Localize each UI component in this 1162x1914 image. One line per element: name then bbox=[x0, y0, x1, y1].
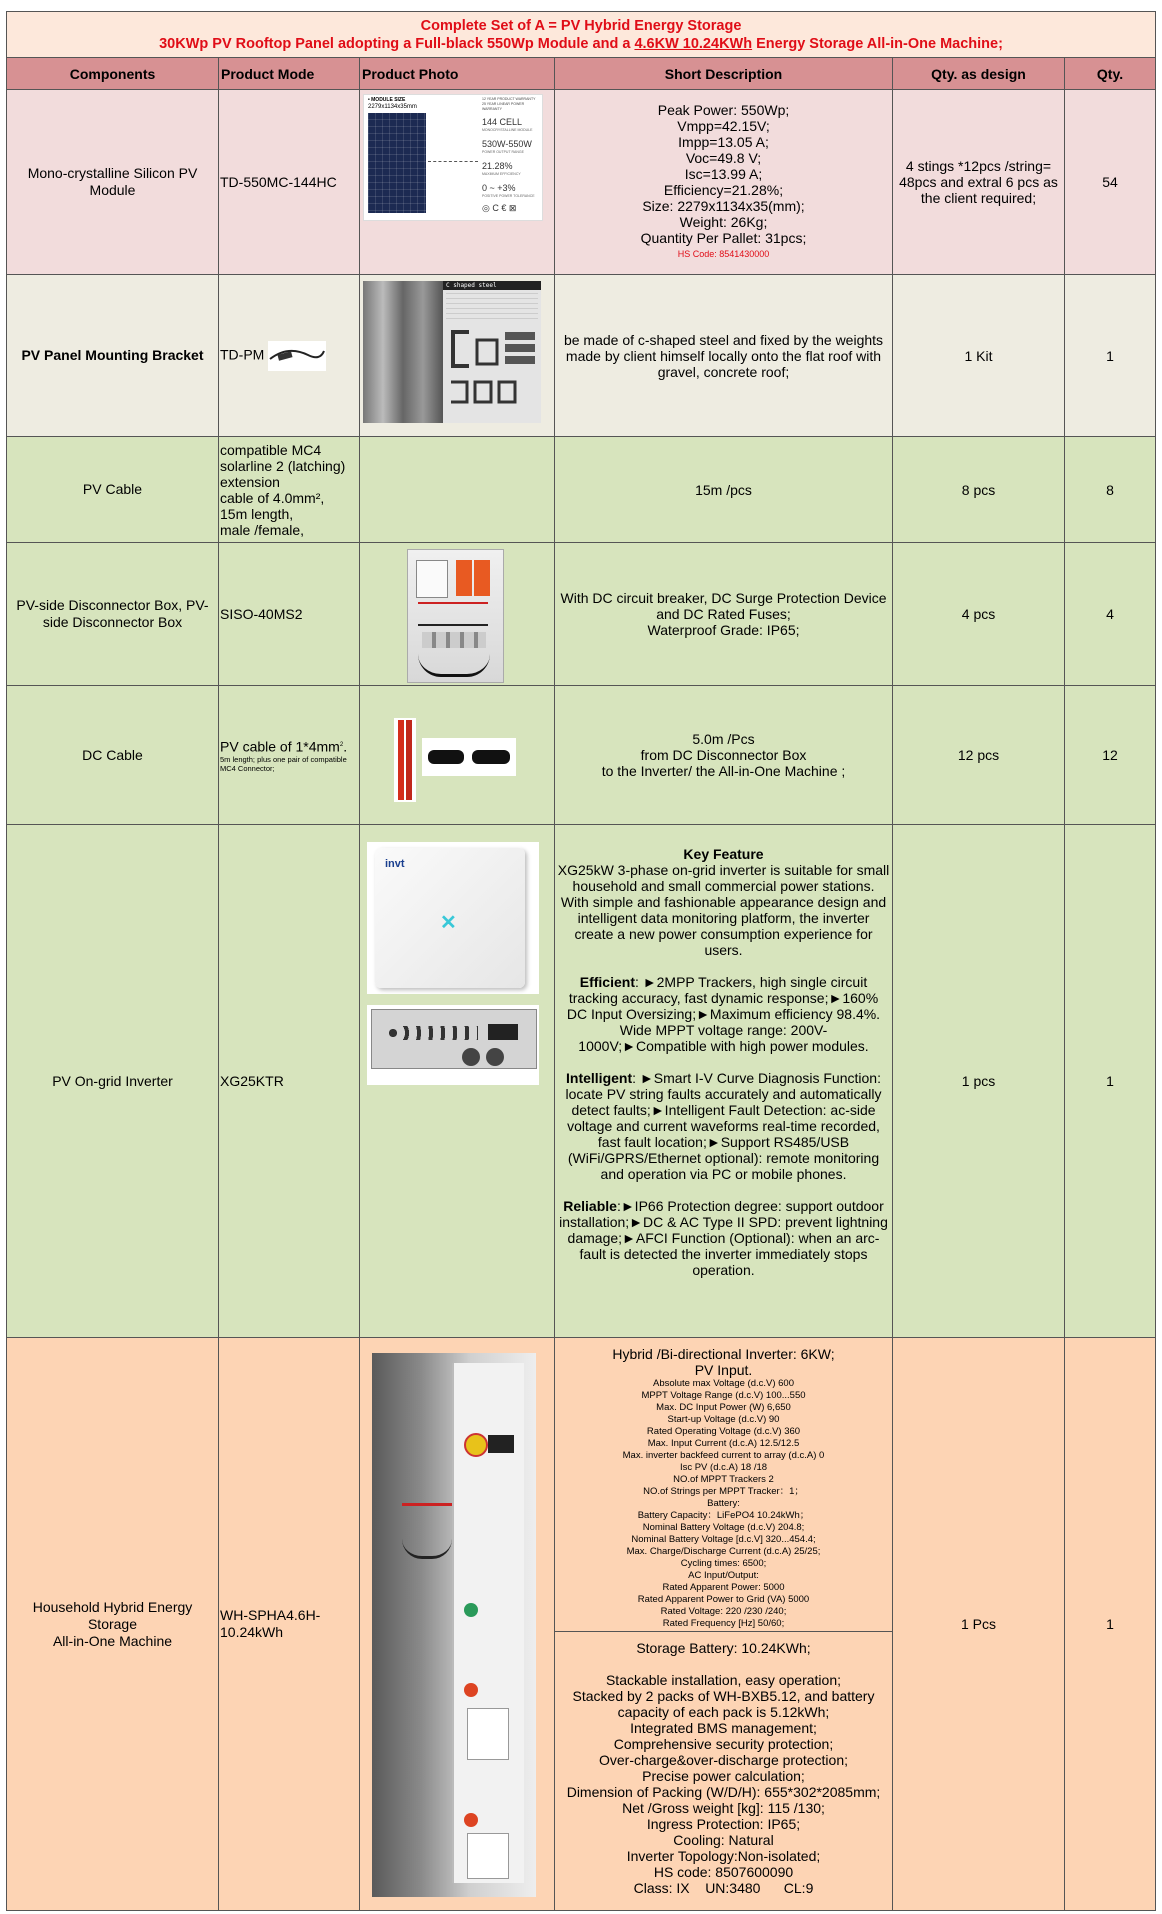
header-row bbox=[7, 58, 1156, 90]
cable-roll-image bbox=[394, 718, 416, 802]
model-pv-cable: compatible MC4 solarline 2 (latching) extension cable of 4.0mm², 15m length, male /female, bbox=[219, 437, 360, 543]
photo-bracket bbox=[360, 275, 555, 437]
title-line-2-a: 30KWp PV Rooftop Panel adopting a Full-black 550Wp Module and a bbox=[159, 35, 635, 52]
qty-design-bracket: 1 Kit bbox=[893, 275, 1065, 437]
table-row bbox=[7, 275, 1156, 437]
header-qty-as-design: Qty. as design bbox=[893, 58, 1065, 90]
components-table bbox=[6, 11, 1156, 1911]
photo-disconnector bbox=[360, 543, 555, 686]
table-row bbox=[7, 437, 1156, 543]
header-product-mode: Product Mode bbox=[219, 58, 360, 90]
red-cable bbox=[406, 720, 412, 800]
qty-design-hybrid: 1 Pcs bbox=[893, 1338, 1065, 1911]
invt-logo: invt bbox=[385, 858, 405, 870]
qty-inverter: 1 bbox=[1065, 825, 1156, 1338]
key-feature-title: Key Feature bbox=[683, 846, 764, 862]
reliable-block: Reliable:►IP66 Protection degree: support outdoor installation;►DC & AC Type II SPD: prevent lightning damage;►AFCI Function (Optional): when an arc-fault is detected the inverter immediately stops operation. bbox=[559, 1198, 888, 1278]
qty-design-pv-cable: 8 pcs bbox=[893, 437, 1065, 543]
table-row bbox=[7, 825, 1156, 1338]
solar-panel-graphic bbox=[368, 113, 426, 213]
component-bracket: PV Panel Mounting Bracket bbox=[7, 275, 219, 437]
photo-hybrid bbox=[360, 1338, 555, 1911]
pv-photo-eff-sub: MAXIMUM EFFICIENCY bbox=[482, 172, 521, 176]
red-cable bbox=[398, 720, 404, 800]
component-inverter: PV On-grid Inverter bbox=[7, 825, 219, 1338]
inverter-bottom-image bbox=[367, 1005, 539, 1085]
pv-input-title: PV Input. bbox=[694, 1362, 753, 1378]
header-components: Components bbox=[7, 58, 219, 90]
qty-design-pv-module: 4 stings *12pcs /string= 48pcs and extral 6 pcs as the client required; bbox=[893, 90, 1065, 275]
terminal bbox=[464, 1683, 478, 1697]
cable-connector-icon bbox=[268, 341, 326, 371]
desc-inverter bbox=[555, 825, 893, 1338]
c-steel-title: C shaped steel bbox=[443, 281, 541, 290]
photo-pv-module bbox=[360, 90, 555, 275]
qty-design-inverter: 1 pcs bbox=[893, 825, 1065, 1338]
mc4-connector-female bbox=[472, 750, 510, 764]
table-row bbox=[7, 686, 1156, 825]
mc4-connectors-image bbox=[422, 738, 516, 776]
pv-photo-warranty: 12 YEAR PRODUCT WARRANTY 25 YEAR LINEAR POWER WARRANTY bbox=[482, 97, 536, 111]
model-bracket-text: TD-PM bbox=[220, 346, 265, 363]
model-dc-cable-sup: 2 bbox=[339, 741, 344, 748]
model-hybrid: WH-SPHA4.6H- 10.24kWh bbox=[219, 1338, 360, 1911]
cable-glands bbox=[422, 632, 486, 648]
qty-hybrid: 1 bbox=[1065, 1338, 1156, 1911]
desc-disconnector: With DC circuit breaker, DC Surge Protection Device and DC Rated Fuses; Waterproof Grade: IP65; bbox=[555, 543, 893, 686]
cables bbox=[402, 1503, 452, 1559]
photo-pv-cable bbox=[360, 437, 555, 543]
wiring bbox=[418, 602, 488, 626]
storage-battery-spec: Storage Battery: 10.24KWh; Stackable installation, easy operation; Stacked by 2 packs of WH-BXB5.12, and battery capacity of each pack is 5.12kWh; Integrated BMS management; Comprehensive security protection; Over-charge&over-discharge protection; Precise power calculation; Dimension of Packing (W/D/H): 655*302*2085mm; Net /Gross weight [kg]: 115 /130; Ingress Protection: IP65; Cooling: Natural Inverter Topology:Non-isolated; HS code: 8507600090 Class: IX UN:3480 CL:9 bbox=[555, 1632, 892, 1903]
qty-pv-module: 54 bbox=[1065, 90, 1156, 275]
header-short-description: Short Description bbox=[555, 58, 893, 90]
inverter-housing bbox=[375, 848, 525, 988]
pv-photo-tol: 0 ~ +3% bbox=[482, 183, 516, 193]
battery-label bbox=[467, 1833, 509, 1879]
hybrid-inverter-spec: Hybrid /Bi-directional Inverter: 6KW; PV Input. Absolute max Voltage (d.c.V) 600 MPPT Voltage Range (d.c.V) 100...550 Max. DC Input Power (W) 6,650 Start-up Voltage (d.c.V) 90 Rated Operating Voltage (d.c.V) 360 Max. Input Current (d.c.A) 12.5/12.5 Max. inverter backfeed current to array (d.c.A) 0 Isc PV (d.c.A) 18 /18 NO.of MPPT Trackers 2 NO.of Strings per MPPT Tracker：1； Battery: Battery Capacity：LiFePO4 10.24kWh； Nominal Battery Voltage (d.c.V) 204.8; Nominal Battery Voltage [d.c.V] 320...454.4; Max. Charge/Discharge Current (d.c.A) 25/25; Cycling times: 6500; AC Input/Output: Rated Apparent Power: 5000 Rated Apparent Power to Grid (VA) 5000 Rated Voltage: 220 /230 /240; Rated Frequency [Hz] 50/60; bbox=[555, 1345, 892, 1632]
battery-label bbox=[467, 1708, 509, 1760]
c-steel-diagram bbox=[443, 281, 541, 423]
qty-dc-cable: 12 bbox=[1065, 686, 1156, 825]
qty-pv-cable: 8 bbox=[1065, 437, 1156, 543]
component-pv-cable: PV Cable bbox=[7, 437, 219, 543]
steel-stack-image bbox=[363, 281, 443, 423]
efficient-block: Efficient: ►2MPP Trackers, high single circuit tracking accuracy, fast dynamic response;►160% DC Input Oversizing;►Maximum efficiency 98.4%. Wide MPPT voltage range: 200V-1000V;►Compatible with high power modules. bbox=[566, 974, 881, 1054]
terminal bbox=[464, 1603, 478, 1617]
desc-bracket: be made of c-shaped steel and fixed by the weights made by client himself locally onto the flat roof with gravel, concrete roof; bbox=[555, 275, 893, 437]
pv-photo-cells: 144 CELL bbox=[482, 117, 523, 127]
terminal bbox=[464, 1813, 478, 1827]
pv-photo-power: 530W-550W bbox=[482, 139, 532, 149]
header-product-photo: Product Photo bbox=[360, 58, 555, 90]
photo-dc-cable bbox=[360, 686, 555, 825]
storage-battery-title: Storage Battery: 10.24KWh; bbox=[636, 1639, 811, 1656]
surge-protector bbox=[456, 560, 472, 596]
spec-sheet bbox=[6, 11, 1155, 1908]
ac-terminal bbox=[488, 1024, 518, 1040]
component-pv-module: Mono-crystalline Silicon PV Module bbox=[7, 90, 219, 275]
pv-photo-eff: 21.28% bbox=[482, 161, 513, 171]
qty-disconnector: 4 bbox=[1065, 543, 1156, 686]
component-dc-cable: DC Cable bbox=[7, 686, 219, 825]
hybrid-inverter-title: Hybrid /Bi-directional Inverter: 6KW; bbox=[612, 1346, 835, 1362]
title-line-2 bbox=[7, 35, 1155, 53]
circuit-breaker bbox=[416, 560, 448, 598]
pv-photo-cells-sub: MONOCRYSTALLINE MODULE bbox=[482, 128, 533, 132]
inverter-front-image bbox=[367, 842, 539, 994]
model-bracket bbox=[219, 275, 360, 437]
table-row bbox=[7, 1338, 1156, 1911]
surge-protector bbox=[474, 560, 490, 596]
disconnector-box-image bbox=[407, 549, 504, 683]
title-line-1: Complete Set of A = PV Hybrid Energy Storage bbox=[420, 17, 742, 34]
mc4-leads bbox=[418, 654, 490, 677]
certification-icons: ◎ C € ⊠ bbox=[482, 203, 517, 213]
qty-bracket: 1 bbox=[1065, 275, 1156, 437]
title-line-2-b: Energy Storage All-in-One Machine; bbox=[752, 35, 1003, 52]
rotary-switch-icon bbox=[464, 1433, 488, 1457]
pv-photo-power-sub: POWER OUTPUT RANGE bbox=[482, 150, 524, 154]
inverter-bottom-panel bbox=[371, 1009, 537, 1069]
desc-hybrid bbox=[555, 1338, 893, 1911]
x-logo-icon: ✕ bbox=[440, 912, 457, 934]
c-steel-text-lines bbox=[446, 293, 538, 319]
qty-design-disconnector: 4 pcs bbox=[893, 543, 1065, 686]
model-inverter: XG25KTR bbox=[219, 825, 360, 1338]
mc4-connector-male bbox=[428, 750, 464, 764]
model-disconnector: SISO-40MS2 bbox=[219, 543, 360, 686]
pv-photo-label: • MODULE SIZE bbox=[368, 97, 406, 103]
title-line-2-underlined: 4.6KW 10.24KWh bbox=[634, 35, 753, 52]
dimension-line bbox=[428, 161, 478, 162]
pv-photo-size: 2279x1134x35mm bbox=[368, 104, 417, 110]
key-feature-text: XG25kW 3-phase on-grid inverter is suitable for small household and small commercial power stations. With simple and fashionable appearance design and intelligent data monitoring platform, the inverter create a new power consumption experience for users. bbox=[557, 862, 890, 958]
component-hybrid: Household Hybrid Energy Storage All-in-One Machine bbox=[7, 1338, 219, 1911]
table-row bbox=[7, 543, 1156, 686]
cable-ports bbox=[388, 1026, 478, 1040]
photo-inverter bbox=[360, 825, 555, 1338]
model-dc-cable: PV cable of $1*4mm^2$. 5m length; plus one pair of compatible MC4 Connector; bbox=[219, 686, 360, 825]
fan-icon bbox=[462, 1048, 480, 1066]
model-dc-cable-note: 5m length; plus one pair of compatible MC4 Connector; bbox=[220, 755, 347, 774]
intelligent-block: Intelligent: ►Smart I-V Curve Diagnosis Function: locate PV string faults accurately and automatically detect faults;►Intelligent Fault Detection: ac-side voltage and current waveforms real-time recorded, fast fault location;►Support RS485/USB (WiFi/GPRS/Ethernet optional): remote monitoring and operation via PC or mobile phones. bbox=[565, 1070, 882, 1182]
breaker bbox=[488, 1435, 514, 1453]
pv-photo-tol-sub: POSITIVE POWER TOLERANCE bbox=[482, 194, 535, 198]
desc-pv-module: Peak Power: 550Wp; Vmpp=42.15V; Impp=13.05 A; Voc=49.8 V; Isc=13.99 A; Efficiency=21.28%; Size: 2279x1134x35(mm); Weight: 26Kg; Quantity Per Pallet: 31pcs; HS Code: 8541430000 bbox=[555, 90, 893, 275]
c-steel-shapes-icon bbox=[443, 322, 541, 422]
header-qty: Qty. bbox=[1065, 58, 1156, 90]
qty-design-dc-cable: 12 pcs bbox=[893, 686, 1065, 825]
all-in-one-machine-image bbox=[372, 1353, 536, 1897]
desc-pv-cable: 15m /pcs bbox=[555, 437, 893, 543]
component-disconnector: PV-side Disconnector Box, PV-side Disconnector Box bbox=[7, 543, 219, 686]
hs-code: HS Code: 8541430000 bbox=[677, 249, 770, 259]
desc-dc-cable: 5.0m /Pcs from DC Disconnector Box to the Inverter/ the All-in-One Machine ; bbox=[555, 686, 893, 825]
sheet-title bbox=[7, 12, 1156, 58]
model-pv-module: TD-550MC-144HC bbox=[219, 90, 360, 275]
fan-icon bbox=[486, 1048, 504, 1066]
model-dc-cable-main: PV cable of 1*4mm bbox=[220, 738, 340, 755]
table-row bbox=[7, 90, 1156, 275]
pv-module-image bbox=[363, 94, 543, 221]
